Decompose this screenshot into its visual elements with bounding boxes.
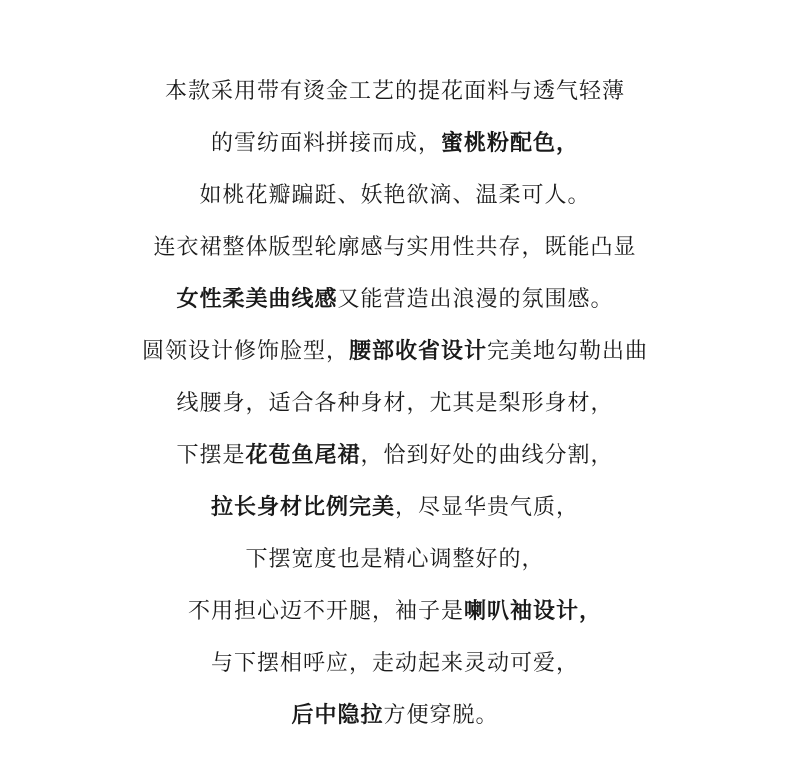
body-text: 下摆宽度也是精心调整好的， [245,547,545,572]
highlighted-text: 腰部收省设计 [348,339,487,364]
description-line [0,586,790,638]
body-text: 圆领设计修饰脸型， [141,339,349,364]
body-text: 线腰身，适合各种身材，尤其是梨形身材， [176,391,614,416]
body-text: 连衣裙整体版型轮廓感与实用性共存，既能凸显 [153,235,637,260]
body-text: ，恰到好处的曲线分割， [360,443,614,468]
description-line [0,430,790,482]
description-line [0,482,790,534]
product-description [0,66,790,742]
description-line [0,690,790,742]
body-text: 本款采用带有烫金工艺的提花面料与透气轻薄 [164,79,625,104]
highlighted-text: 拉长身材比例完美 [210,495,395,520]
body-text: 如桃花瓣蹁跹、妖艳欲滴、温柔可人。 [199,183,591,208]
body-text: 的雪纺面料拼接而成， [210,131,441,156]
description-line [0,118,790,170]
body-text: 不用担心迈不开腿，袖子是 [187,599,464,624]
description-line [0,66,790,118]
body-text: 完美地勾勒出曲 [487,339,649,364]
body-text: 又能营造出浪漫的氛围感。 [337,287,614,312]
description-line [0,170,790,222]
description-line [0,222,790,274]
description-line [0,326,790,378]
highlighted-text: 花苞鱼尾裙 [245,443,361,468]
highlighted-text: 喇叭袖设计， [464,599,603,624]
description-line [0,274,790,326]
body-text: 方便穿脱。 [383,703,499,728]
highlighted-text: 蜜桃粉配色， [441,131,580,156]
description-line [0,378,790,430]
body-text: 下摆是 [176,443,246,468]
highlighted-text: 女性柔美曲线感 [176,287,338,312]
description-line [0,534,790,586]
body-text: 与下摆相呼应，走动起来灵动可爱， [210,651,579,676]
body-text: ，尽显华贵气质， [395,495,580,520]
description-line [0,638,790,690]
highlighted-text: 后中隐拉 [291,703,384,728]
